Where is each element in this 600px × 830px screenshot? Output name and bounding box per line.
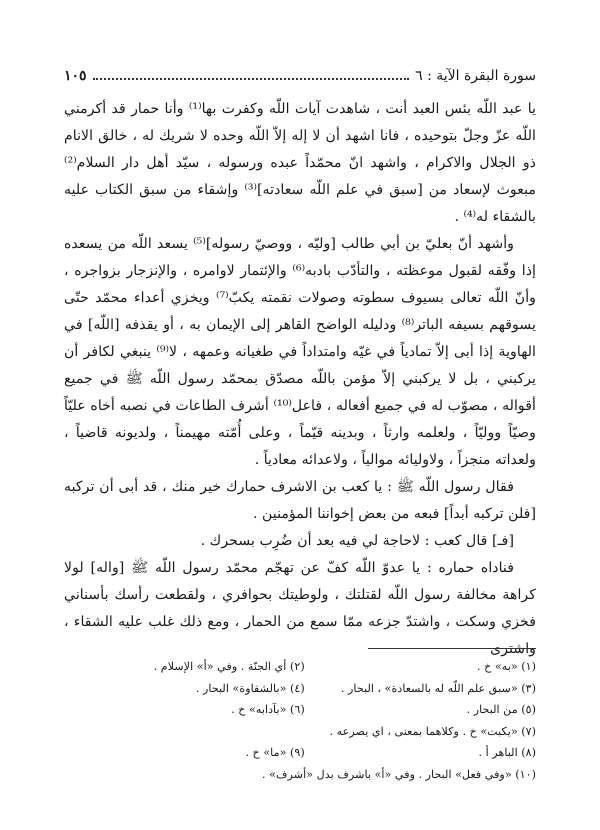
footnote-row <box>64 742 536 764</box>
main-text <box>64 96 536 663</box>
footnote-separator <box>368 648 536 649</box>
footnote: (٧) «يكبت» خ . وكلاهما بمعنى ، اي يصرعه . <box>329 724 536 738</box>
footnote: (٣) «سبق علم اللّه له بالسعادة» ، البحار . <box>340 681 536 695</box>
page-number: ١٠٥ <box>64 68 87 84</box>
paragraph: فناداه حماره : يا عدوّ اللّه كفّ عن تهجّم محمّد رسول اللّه ﷺ [واله] لولا كراهة مخالفة رسول اللّه لقتلتك ، ولوطيتك بحوافري ، ولقطعت رأسك بأسناني فخزي وسكت ، واشتدّ جزعه ممّا سمع من الحمار ، ومع ذلك غلب عليه الشقاء ، واشترى <box>64 560 536 657</box>
dotted-leader <box>93 72 410 80</box>
running-title: سورة البقرة الآية : ٦ <box>415 68 536 84</box>
footnote: (٨) الباهر أ . <box>478 746 536 759</box>
footnote-row <box>64 656 536 678</box>
footnote-row <box>64 699 536 721</box>
paragraph: وأشهد أنّ بعليّ بن أبي طالب [وليّه ، ووصيّ رسوله]⁽⁵⁾ يسعد اللّه من يسعده إذا وفّقه لقبول موعظته ، والتأدّب بادبه⁽⁶⁾ والإئتمار لاوامره ، والإنزجار بزواجره ، وأنّ اللّه تعالى بسيوف سطوته وصولات نقمته يكبّ⁽⁷⁾ ويخزي أعداء محمّد حتّى يسوقهم بسيفه الباتر⁽⁸⁾ ودليله الواضح القاهر إلى الإيمان به ، أو يقذفه [اللّه] في الهاوية إذا أبى إلاّ تمادياً في غيّه وامتداداً في طغيانه وعمهه ، لا⁽⁹⁾ ينبغي لكافر أن يركبني ، بل لا يركبني إلاّ مؤمن باللّه مصدّق بمحمّد رسول اللّه ﷺ في جميع أقواله ، مصوّب له في جميع أفعاله ، فاعل⁽¹⁰⁾ أشرف الطاعات في نصبه أخاه عليّاً وصيّاً ووليّاً ، ولعلمه وارثاً ، وبدينه قيّماً ، وعلى أُمّته مهيمناً ، ولديونه قاضياً ، ولعداته منجزاً ، ولاوليائه موالياً ، ولاعدائه معادياً . <box>64 236 536 468</box>
footnotes <box>64 656 536 785</box>
footnote: (٤) «بالشقاوة» البحار . <box>195 681 305 695</box>
footnote: (٥) من البحار . <box>466 703 536 716</box>
footnote: (١) «به» خ . <box>476 660 536 673</box>
footnote: (١٠) «وفي فعل» البحار . وفي «أ» باشرف بدل «أشرف» . <box>262 767 536 781</box>
paragraph: فقال رسول اللّه ﷺ : يا كعب بن الاشرف حمارك خير منك ، قد أبى أن تركبه [فلن تركبه أبداً] فبعه من بعض إخواننا المؤمنين . <box>64 479 536 522</box>
footnote-row <box>64 678 536 700</box>
paragraph: يا عبد اللّه بئس العبد أنت ، شاهدت آيات اللّه وكفرت بها⁽¹⁾ وأنا حمار قد أكرمني اللّه عزّ وجلّ بتوحيده ، فانا اشهد أن لا إله إلاّ اللّه وحده لا شريك له ، خالق الانام ذو الجلال والاكرام ، واشهد انّ محمّداً عبده ورسوله ، سيّد أهل دار السلام⁽²⁾ مبعوث لإسعاد من [سبق في علم اللّه سعادته]⁽³⁾ وإشقاء من سبق الكتاب عليه بالشقاء له⁽⁴⁾ . <box>64 101 536 225</box>
footnote: (٦) «بآدابه» خ . <box>231 703 305 716</box>
footnote: (٩) «ما» خ . <box>245 746 305 759</box>
footnote: (٢) أي الجنّة . وفي «أ» الإسلام . <box>153 660 305 673</box>
page-header <box>64 64 536 88</box>
paragraph: [فـ] قال كعب : لاحاجة لي فيه بعد أن ضُرِب بسحرك . <box>200 533 514 549</box>
